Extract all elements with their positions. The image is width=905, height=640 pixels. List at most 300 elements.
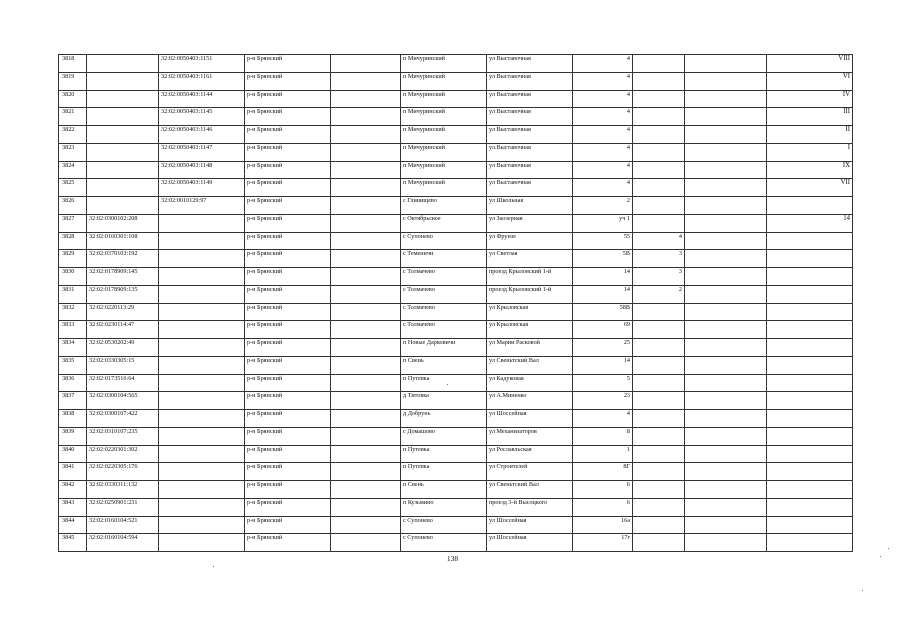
empty-cell — [331, 339, 401, 357]
table-row — [59, 392, 853, 410]
room-number-cell: IX — [767, 161, 853, 179]
house-number-cell: 16а — [573, 516, 633, 534]
street-cell: ул А.Миненко — [487, 392, 573, 410]
locality-cell: п Мичуринский — [401, 90, 487, 108]
street-cell: проезд Крыловский 1-й — [487, 268, 573, 286]
region-cell: р-н Брянский — [245, 55, 331, 73]
table-row — [59, 321, 853, 339]
scan-speck — [880, 556, 881, 557]
apartment-cell — [633, 321, 685, 339]
empty-cell — [331, 427, 401, 445]
locality-cell: д Титовка — [401, 392, 487, 410]
row-number-cell: 3818 — [59, 55, 87, 73]
house-number-cell: 14 — [573, 285, 633, 303]
region-cell: р-н Брянский — [245, 356, 331, 374]
apartment-cell — [633, 463, 685, 481]
apartment-cell — [633, 72, 685, 90]
house-number-cell: 14 — [573, 268, 633, 286]
region-cell: р-н Брянский — [245, 250, 331, 268]
apartment-cell — [633, 534, 685, 552]
apartment-cell — [633, 90, 685, 108]
room-number-cell — [767, 410, 853, 428]
row-number-cell: 3832 — [59, 303, 87, 321]
cadastral-number-cell — [87, 161, 159, 179]
locality-cell: п Мичуринский — [401, 55, 487, 73]
empty-cell — [331, 268, 401, 286]
table-row — [59, 161, 853, 179]
room-number-cell: VI — [767, 72, 853, 90]
empty-cell — [331, 232, 401, 250]
room-number-cell — [767, 481, 853, 499]
room-number-cell — [767, 498, 853, 516]
locality-cell: с Толмачево — [401, 321, 487, 339]
row-number-cell: 3825 — [59, 179, 87, 197]
cadastral-number-alt-cell — [159, 392, 245, 410]
cadastral-number-cell: 32:02:0220301:302 — [87, 445, 159, 463]
house-number-cell: 4 — [573, 108, 633, 126]
street-cell: ул Выставочная — [487, 55, 573, 73]
house-number-cell: 25 — [573, 339, 633, 357]
room-number-cell — [767, 250, 853, 268]
empty-cell — [685, 339, 767, 357]
street-cell: ул Рославльская — [487, 445, 573, 463]
house-number-cell: 8 — [573, 427, 633, 445]
row-number-cell: 3840 — [59, 445, 87, 463]
locality-cell: с Толмачево — [401, 285, 487, 303]
row-number-cell: 3824 — [59, 161, 87, 179]
empty-cell — [331, 72, 401, 90]
house-number-cell: уч 1 — [573, 214, 633, 232]
region-cell: р-н Брянский — [245, 126, 331, 144]
apartment-cell — [633, 339, 685, 357]
locality-cell: п Новые Дарковичи — [401, 339, 487, 357]
cadastral-number-alt-cell — [159, 445, 245, 463]
region-cell: р-н Брянский — [245, 303, 331, 321]
locality-cell: п Мичуринский — [401, 143, 487, 161]
region-cell: р-н Брянский — [245, 179, 331, 197]
empty-cell — [685, 481, 767, 499]
empty-cell — [685, 285, 767, 303]
table-row — [59, 356, 853, 374]
empty-cell — [685, 90, 767, 108]
row-number-cell: 3843 — [59, 498, 87, 516]
house-number-cell: 2 — [573, 197, 633, 215]
region-cell: р-н Брянский — [245, 498, 331, 516]
cadastral-number-alt-cell: 32:02:0050403:1149 — [159, 179, 245, 197]
row-number-cell: 3829 — [59, 250, 87, 268]
street-cell: ул Выставочная — [487, 161, 573, 179]
empty-cell — [331, 143, 401, 161]
room-number-cell: VII — [767, 179, 853, 197]
empty-cell — [685, 427, 767, 445]
street-cell: ул Марии Расковой — [487, 339, 573, 357]
house-number-cell: 5 — [573, 374, 633, 392]
cadastral-number-alt-cell: 32:02:0050403:1148 — [159, 161, 245, 179]
table-row — [59, 268, 853, 286]
room-number-cell — [767, 392, 853, 410]
room-number-cell — [767, 339, 853, 357]
table-row — [59, 143, 853, 161]
room-number-cell: IV — [767, 90, 853, 108]
cadastral-number-alt-cell: 32:02:0050403:1145 — [159, 108, 245, 126]
table-row — [59, 108, 853, 126]
room-number-cell — [767, 321, 853, 339]
street-cell: ул Крыловская — [487, 321, 573, 339]
empty-cell — [685, 55, 767, 73]
registry-table-body — [59, 55, 853, 552]
house-number-cell: 69 — [573, 321, 633, 339]
empty-cell — [331, 481, 401, 499]
table-row — [59, 427, 853, 445]
scan-speck — [447, 384, 448, 385]
row-number-cell: 3842 — [59, 481, 87, 499]
cadastral-number-alt-cell: 32:02:0050403:1151 — [159, 55, 245, 73]
cadastral-number-alt-cell — [159, 374, 245, 392]
row-number-cell: 3819 — [59, 72, 87, 90]
cadastral-number-cell: 32:02:0173516:64 — [87, 374, 159, 392]
empty-cell — [685, 356, 767, 374]
row-number-cell: 3839 — [59, 427, 87, 445]
empty-cell — [331, 250, 401, 268]
cadastral-number-alt-cell — [159, 268, 245, 286]
house-number-cell: 4 — [573, 126, 633, 144]
apartment-cell: 2 — [633, 285, 685, 303]
region-cell: р-н Брянский — [245, 463, 331, 481]
locality-cell: с Теменичи — [401, 250, 487, 268]
row-number-cell: 3837 — [59, 392, 87, 410]
row-number-cell: 3821 — [59, 108, 87, 126]
empty-cell — [331, 303, 401, 321]
room-number-cell: 14 — [767, 214, 853, 232]
house-number-cell: 4 — [573, 410, 633, 428]
cadastral-number-alt-cell: 32:02:0050403:1147 — [159, 143, 245, 161]
apartment-cell — [633, 143, 685, 161]
locality-cell: д Добрунь — [401, 410, 487, 428]
table-row — [59, 339, 853, 357]
house-number-cell: 6 — [573, 481, 633, 499]
apartment-cell: 3 — [633, 268, 685, 286]
empty-cell — [331, 108, 401, 126]
apartment-cell — [633, 427, 685, 445]
house-number-cell: 14 — [573, 356, 633, 374]
table-row — [59, 126, 853, 144]
empty-cell — [331, 463, 401, 481]
table-row — [59, 516, 853, 534]
cadastral-number-alt-cell — [159, 356, 245, 374]
region-cell: р-н Брянский — [245, 534, 331, 552]
locality-cell: п Кузьмино — [401, 498, 487, 516]
room-number-cell — [767, 516, 853, 534]
locality-cell: п Путевка — [401, 463, 487, 481]
street-cell: ул Выставочная — [487, 126, 573, 144]
empty-cell — [331, 55, 401, 73]
locality-cell: с Октябрьское — [401, 214, 487, 232]
row-number-cell: 3830 — [59, 268, 87, 286]
region-cell: р-н Брянский — [245, 516, 331, 534]
row-number-cell: 3833 — [59, 321, 87, 339]
street-cell: ул Свеньтский Вал — [487, 356, 573, 374]
cadastral-number-cell — [87, 143, 159, 161]
row-number-cell: 3822 — [59, 126, 87, 144]
house-number-cell: 4 — [573, 90, 633, 108]
row-number-cell: 3831 — [59, 285, 87, 303]
house-number-cell: 6 — [573, 498, 633, 516]
locality-cell: п Путевка — [401, 374, 487, 392]
locality-cell: п Мичуринский — [401, 72, 487, 90]
empty-cell — [331, 197, 401, 215]
cadastral-number-alt-cell — [159, 285, 245, 303]
cadastral-number-cell — [87, 55, 159, 73]
room-number-cell — [767, 445, 853, 463]
locality-cell: с Домашово — [401, 427, 487, 445]
room-number-cell: II — [767, 126, 853, 144]
empty-cell — [331, 498, 401, 516]
locality-cell: п Мичуринский — [401, 161, 487, 179]
apartment-cell — [633, 392, 685, 410]
cadastral-number-cell: 32:02:0160104:594 — [87, 534, 159, 552]
locality-cell: п Мичуринский — [401, 108, 487, 126]
row-number-cell: 3844 — [59, 516, 87, 534]
empty-cell — [685, 250, 767, 268]
street-cell: ул Выставочная — [487, 72, 573, 90]
house-number-cell: 4 — [573, 55, 633, 73]
apartment-cell — [633, 516, 685, 534]
house-number-cell: 4 — [573, 179, 633, 197]
empty-cell — [685, 303, 767, 321]
row-number-cell: 3836 — [59, 374, 87, 392]
region-cell: р-н Брянский — [245, 410, 331, 428]
room-number-cell: I — [767, 143, 853, 161]
cadastral-number-cell — [87, 72, 159, 90]
apartment-cell: 4 — [633, 232, 685, 250]
table-row — [59, 214, 853, 232]
apartment-cell — [633, 445, 685, 463]
region-cell: р-н Брянский — [245, 374, 331, 392]
cadastral-number-cell: 32:02:0530202:49 — [87, 339, 159, 357]
room-number-cell — [767, 285, 853, 303]
cadastral-number-cell: 32:02:0370103:192 — [87, 250, 159, 268]
cadastral-number-cell: 32:02:0160104:521 — [87, 516, 159, 534]
empty-cell — [331, 516, 401, 534]
region-cell: р-н Брянский — [245, 214, 331, 232]
empty-cell — [685, 410, 767, 428]
cadastral-number-cell: 32:02:0230114:47 — [87, 321, 159, 339]
street-cell: ул Светлая — [487, 250, 573, 268]
apartment-cell — [633, 179, 685, 197]
empty-cell — [685, 197, 767, 215]
locality-cell: с Супонево — [401, 534, 487, 552]
table-row — [59, 197, 853, 215]
locality-cell: с Глинищево — [401, 197, 487, 215]
apartment-cell — [633, 108, 685, 126]
street-cell: ул Заозерная — [487, 214, 573, 232]
room-number-cell — [767, 197, 853, 215]
row-number-cell: 3823 — [59, 143, 87, 161]
registry-table — [58, 54, 853, 552]
empty-cell — [685, 232, 767, 250]
cadastral-number-cell: 32:02:0310107:235 — [87, 427, 159, 445]
street-cell: ул Фрунзе — [487, 232, 573, 250]
cadastral-number-cell: 32:02:0220305:176 — [87, 463, 159, 481]
table-row — [59, 55, 853, 73]
cadastral-number-cell — [87, 179, 159, 197]
scan-speck — [862, 590, 863, 591]
table-row — [59, 463, 853, 481]
empty-cell — [685, 392, 767, 410]
table-row — [59, 179, 853, 197]
region-cell: р-н Брянский — [245, 321, 331, 339]
cadastral-number-alt-cell — [159, 481, 245, 499]
empty-cell — [685, 321, 767, 339]
region-cell: р-н Брянский — [245, 285, 331, 303]
cadastral-number-alt-cell — [159, 339, 245, 357]
apartment-cell — [633, 197, 685, 215]
empty-cell — [331, 179, 401, 197]
apartment-cell — [633, 303, 685, 321]
row-number-cell: 3828 — [59, 232, 87, 250]
house-number-cell: 55 — [573, 232, 633, 250]
room-number-cell — [767, 463, 853, 481]
empty-cell — [331, 214, 401, 232]
house-number-cell: 4 — [573, 143, 633, 161]
apartment-cell — [633, 161, 685, 179]
table-row — [59, 445, 853, 463]
cadastral-number-alt-cell — [159, 427, 245, 445]
row-number-cell: 3827 — [59, 214, 87, 232]
empty-cell — [685, 534, 767, 552]
cadastral-number-cell: 32:02:0220113:29 — [87, 303, 159, 321]
room-number-cell — [767, 427, 853, 445]
region-cell: р-н Брянский — [245, 392, 331, 410]
cadastral-number-alt-cell — [159, 534, 245, 552]
table-row — [59, 481, 853, 499]
cadastral-number-alt-cell — [159, 214, 245, 232]
empty-cell — [685, 143, 767, 161]
region-cell: р-н Брянский — [245, 108, 331, 126]
cadastral-number-cell: 32:02:0300107:422 — [87, 410, 159, 428]
house-number-cell: 8Г — [573, 463, 633, 481]
room-number-cell — [767, 268, 853, 286]
empty-cell — [331, 374, 401, 392]
cadastral-number-alt-cell — [159, 498, 245, 516]
empty-cell — [685, 268, 767, 286]
empty-cell — [685, 108, 767, 126]
room-number-cell — [767, 374, 853, 392]
row-number-cell: 3820 — [59, 90, 87, 108]
empty-cell — [331, 90, 401, 108]
region-cell: р-н Брянский — [245, 481, 331, 499]
cadastral-number-cell: 32:02:0330305:15 — [87, 356, 159, 374]
apartment-cell — [633, 214, 685, 232]
street-cell: ул Шоссейная — [487, 516, 573, 534]
cadastral-number-cell — [87, 108, 159, 126]
cadastral-number-alt-cell — [159, 303, 245, 321]
region-cell: р-н Брянский — [245, 427, 331, 445]
cadastral-number-alt-cell: 32:02:0050403:1144 — [159, 90, 245, 108]
empty-cell — [331, 161, 401, 179]
street-cell: ул Строителей — [487, 463, 573, 481]
house-number-cell: 4 — [573, 72, 633, 90]
cadastral-number-cell — [87, 197, 159, 215]
empty-cell — [331, 410, 401, 428]
room-number-cell: VIII — [767, 55, 853, 73]
room-number-cell — [767, 534, 853, 552]
cadastral-number-cell: 32:02:0300104:565 — [87, 392, 159, 410]
table-row — [59, 374, 853, 392]
region-cell: р-н Брянский — [245, 72, 331, 90]
cadastral-number-cell: 32:02:0250901:231 — [87, 498, 159, 516]
street-cell: ул Шоссейная — [487, 410, 573, 428]
house-number-cell: 5В — [573, 250, 633, 268]
locality-cell: п Мичуринский — [401, 126, 487, 144]
room-number-cell — [767, 232, 853, 250]
street-cell: ул.Выставочная — [487, 143, 573, 161]
cadastral-number-cell — [87, 126, 159, 144]
table-row — [59, 410, 853, 428]
cadastral-number-alt-cell — [159, 410, 245, 428]
apartment-cell — [633, 356, 685, 374]
cadastral-number-alt-cell — [159, 516, 245, 534]
region-cell: р-н Брянский — [245, 445, 331, 463]
empty-cell — [331, 321, 401, 339]
empty-cell — [685, 161, 767, 179]
street-cell: ул Выставочная — [487, 179, 573, 197]
room-number-cell — [767, 356, 853, 374]
empty-cell — [331, 445, 401, 463]
apartment-cell — [633, 498, 685, 516]
cadastral-number-cell — [87, 90, 159, 108]
locality-cell: с Толмачево — [401, 268, 487, 286]
street-cell: ул Шоссейная — [487, 534, 573, 552]
apartment-cell — [633, 55, 685, 73]
apartment-cell: 3 — [633, 250, 685, 268]
empty-cell — [685, 126, 767, 144]
table-row — [59, 72, 853, 90]
locality-cell: с Толмачево — [401, 303, 487, 321]
cadastral-number-alt-cell: 32:02:0050403:1161 — [159, 72, 245, 90]
street-cell: ул Кадуковая — [487, 374, 573, 392]
empty-cell — [685, 374, 767, 392]
empty-cell — [685, 72, 767, 90]
row-number-cell: 3838 — [59, 410, 87, 428]
house-number-cell: 4 — [573, 161, 633, 179]
table-row — [59, 534, 853, 552]
region-cell: р-н Брянский — [245, 232, 331, 250]
empty-cell — [331, 392, 401, 410]
region-cell: р-н Брянский — [245, 161, 331, 179]
empty-cell — [331, 285, 401, 303]
table-row — [59, 232, 853, 250]
empty-cell — [331, 126, 401, 144]
street-cell: ул Крыловская — [487, 303, 573, 321]
table-row — [59, 303, 853, 321]
row-number-cell: 3834 — [59, 339, 87, 357]
empty-cell — [685, 179, 767, 197]
apartment-cell — [633, 374, 685, 392]
house-number-cell: 17г — [573, 534, 633, 552]
room-number-cell — [767, 303, 853, 321]
empty-cell — [685, 498, 767, 516]
row-number-cell: 3841 — [59, 463, 87, 481]
locality-cell: п Свень — [401, 356, 487, 374]
house-number-cell: 58В — [573, 303, 633, 321]
scan-speck — [888, 548, 889, 549]
row-number-cell: 3835 — [59, 356, 87, 374]
region-cell: р-н Брянский — [245, 143, 331, 161]
apartment-cell — [633, 410, 685, 428]
street-cell: проезд Крыловский 1-й — [487, 285, 573, 303]
cadastral-number-alt-cell — [159, 250, 245, 268]
